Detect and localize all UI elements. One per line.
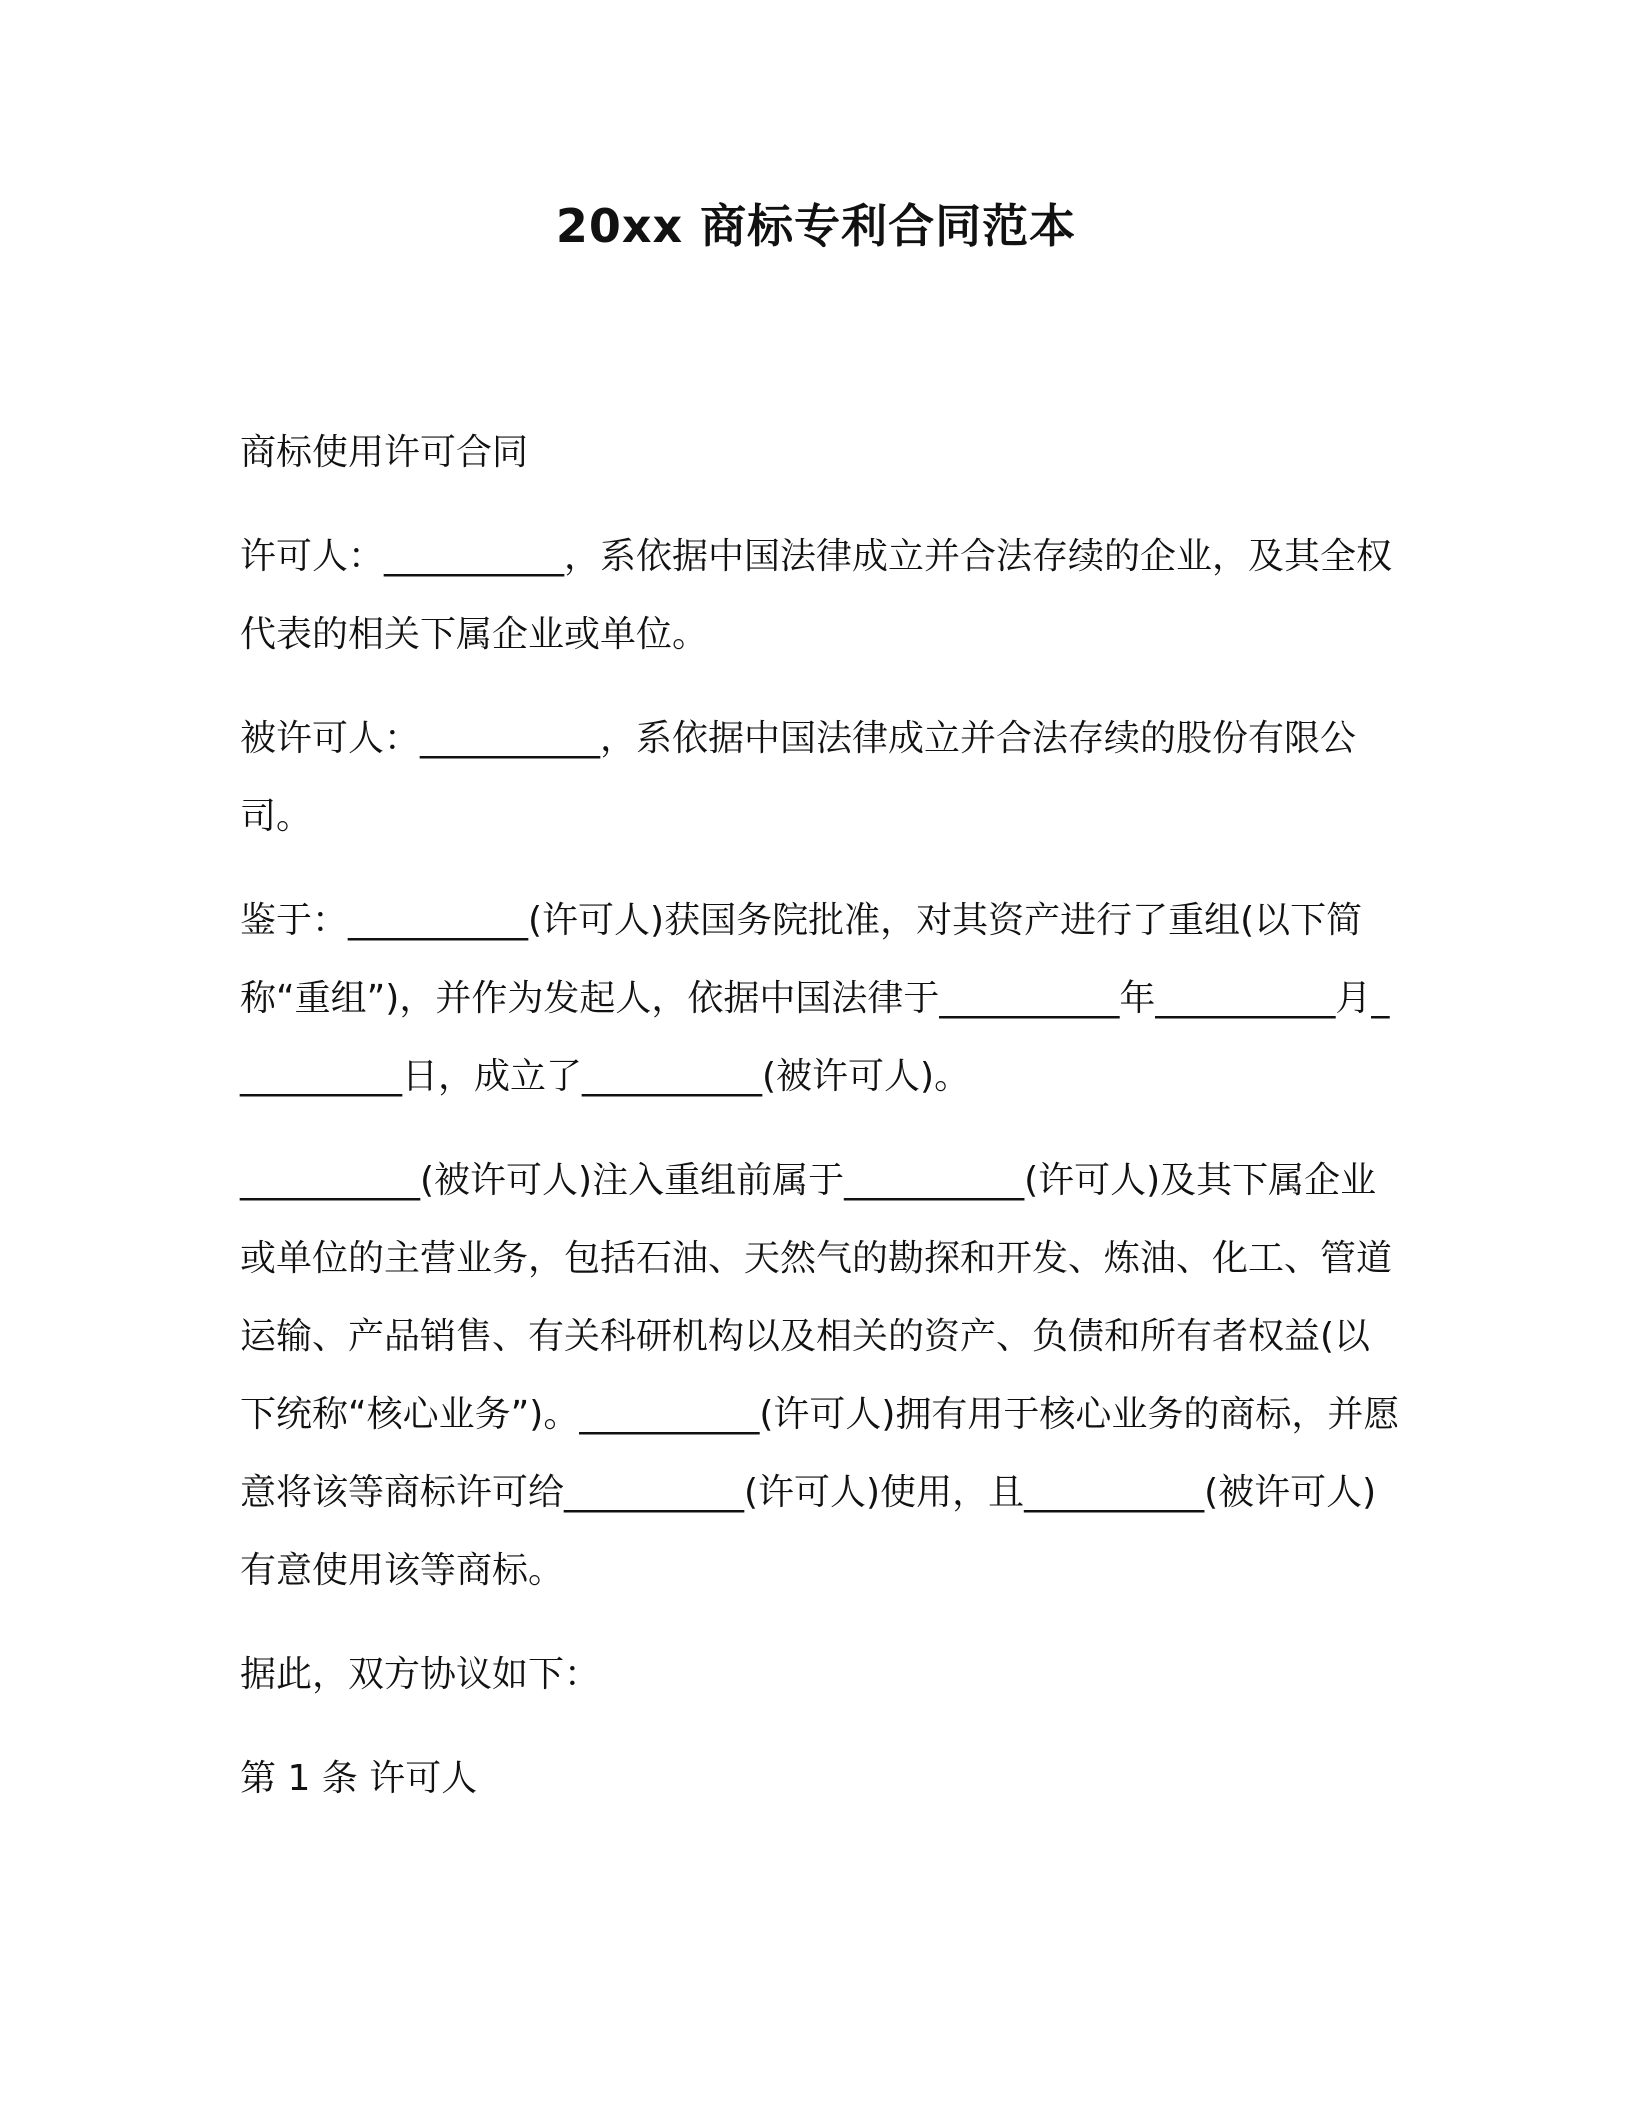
- whereas-paragraph: 鉴于：__________(许可人)获国务院批准，对其资产进行了重组(以下简称“重组”)，并作为发起人，依据中国法律于__________年__________月__________日，成立了__________(被许可人)。: [240, 900, 1390, 1097]
- document-body: [240, 414, 1400, 1844]
- contract-heading: 商标使用许可合同: [240, 432, 529, 473]
- document-title: 20xx 商标专利合同范本: [555, 199, 1077, 253]
- agreement-intro: 据此，双方协议如下：: [240, 1654, 601, 1695]
- licensee-paragraph: 被许可人：__________，系依据中国法律成立并合法存续的股份有限公司。: [240, 718, 1357, 837]
- licensor-paragraph: 许可人：__________，系依据中国法律成立并合法存续的企业，及其全权代表的相关下属企业或单位。: [240, 536, 1393, 655]
- core-business-paragraph: __________(被许可人)注入重组前属于__________(许可人)及其下属企业或单位的主营业务，包括石油、天然气的勘探和开发、炼油、化工、管道运输、产品销售、有关科研机构以及相关的资产、负债和所有者权益(以下统称“核心业务”)。__________(许可人)拥有用于核心业务的商标，并愿意将该等商标许可给__________(许可人)使用，且__________(被许可人)有意使用该等商标。: [240, 1160, 1400, 1591]
- article-1-heading: 第 1 条 许可人: [240, 1758, 478, 1799]
